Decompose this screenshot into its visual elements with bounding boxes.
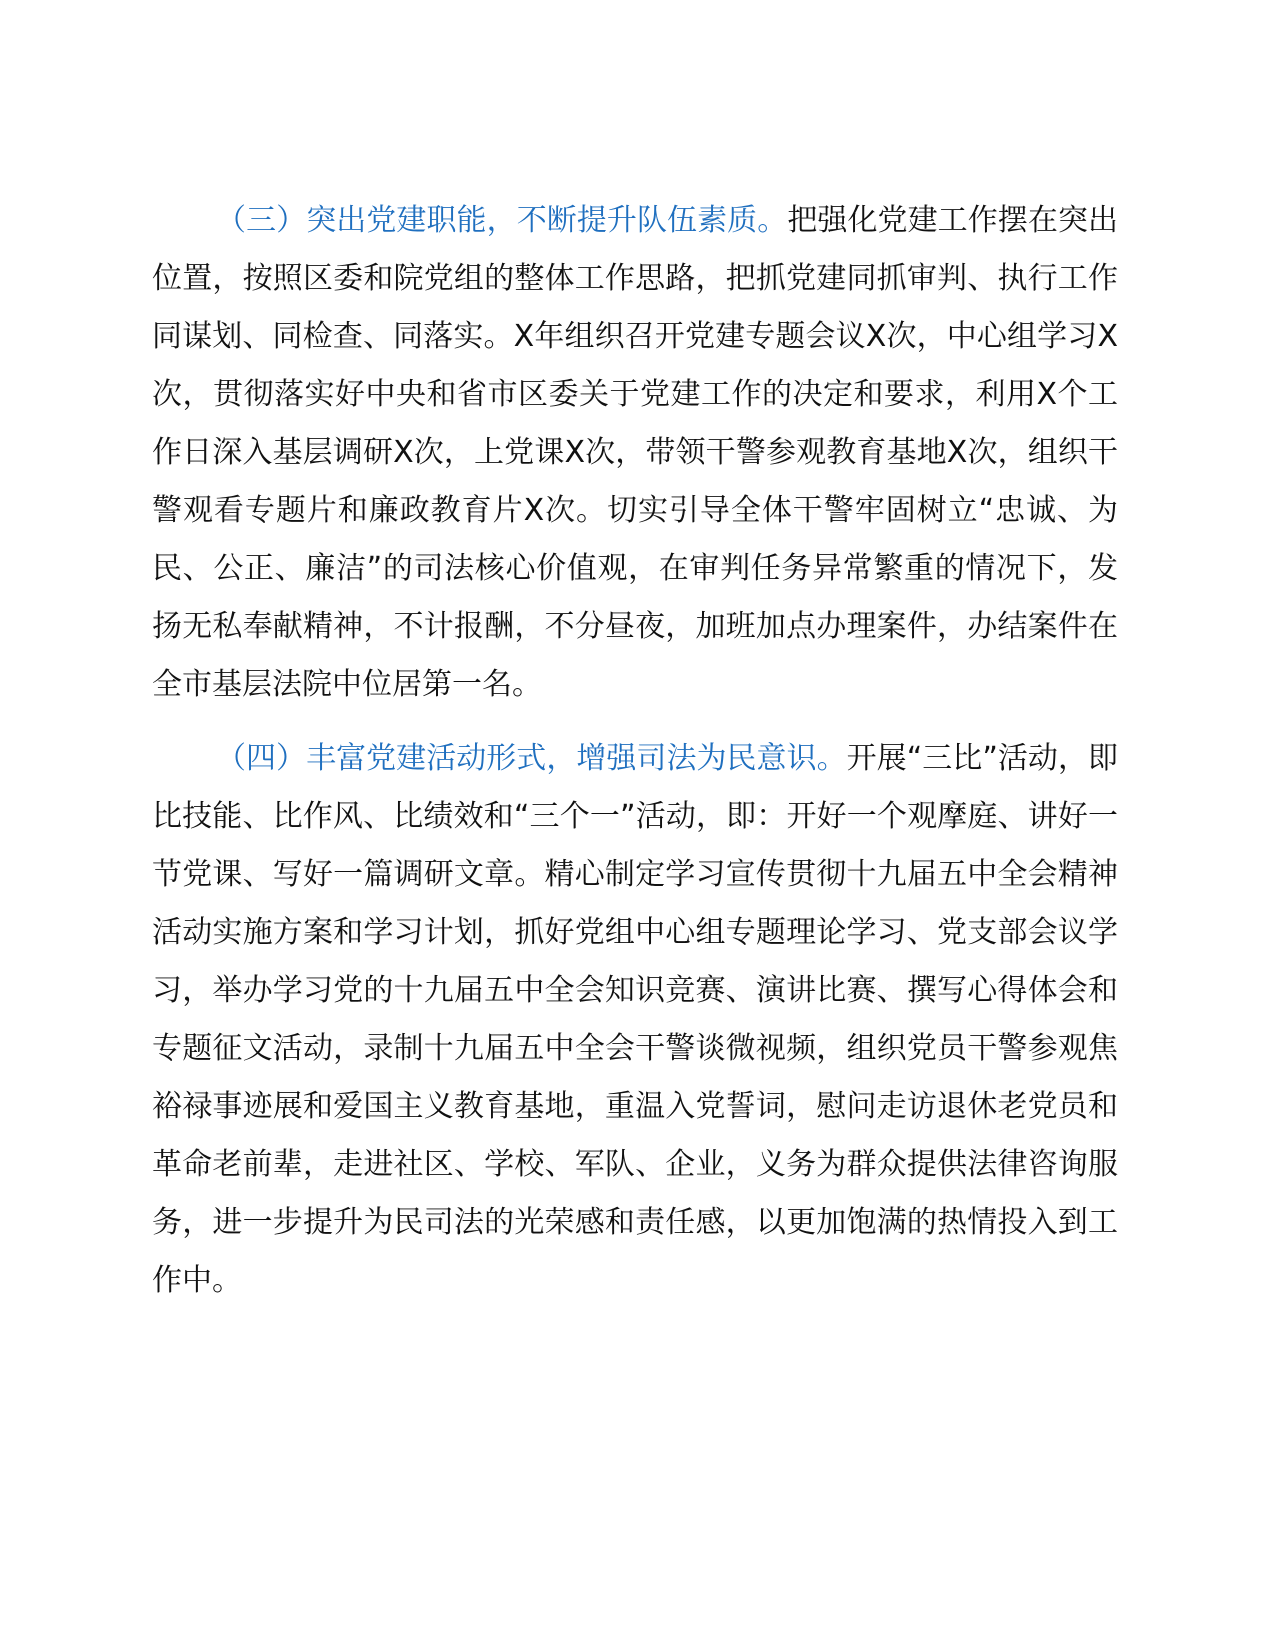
paragraph-3 <box>152 192 1118 714</box>
paragraph-3-body: 把强化党建工作摆在突出位置，按照区委和院党组的整体工作思路，把抓党建同抓审判、执行工作同谋划、同检查、同落实。X年组织召开党建专题会议X次，中心组学习X次，贯彻落实好中央和省市区委关于党建工作的决定和要求，利用X个工作日深入基层调研X次，上党课X次，带领干警参观教育基地X次，组织干警观看专题片和廉政教育片X次。切实引导全体干警牢固树立“忠诚、为民、公正、廉洁”的司法核心价值观，在审判任务异常繁重的情况下，发扬无私奉献精神，不计报酬，不分昼夜，加班加点办理案件，办结案件在全市基层法院中位居第一名。 <box>152 203 1119 702</box>
document-page <box>152 192 1118 1310</box>
paragraph-3-heading: （三）突出党建职能，不断提升队伍素质。 <box>216 203 788 238</box>
paragraph-4-body: 开展“三比”活动，即比技能、比作风、比绩效和“三个一”活动，即：开好一个观摩庭、讲好一节党课、写好一篇调研文章。精心制定学习宣传贯彻十九届五中全会精神活动实施方案和学习计划，抓好党组中心组专题理论学习、党支部会议学习，举办学习党的十九届五中全会知识竞赛、演讲比赛、撰写心得体会和专题征文活动，录制十九届五中全会干警谈微视频，组织党员干警参观焦裕禄事迹展和爱国主义教育基地，重温入党誓词，慰问走访退休老党员和革命老前辈，走进社区、学校、军队、企业，义务为群众提供法律咨询服务，进一步提升为民司法的光荣感和责任感，以更加饱满的热情投入到工作中。 <box>152 741 1118 1298</box>
paragraph-4 <box>152 730 1118 1310</box>
paragraph-4-heading: （四）丰富党建活动形式，增强司法为民意识。 <box>216 741 847 776</box>
